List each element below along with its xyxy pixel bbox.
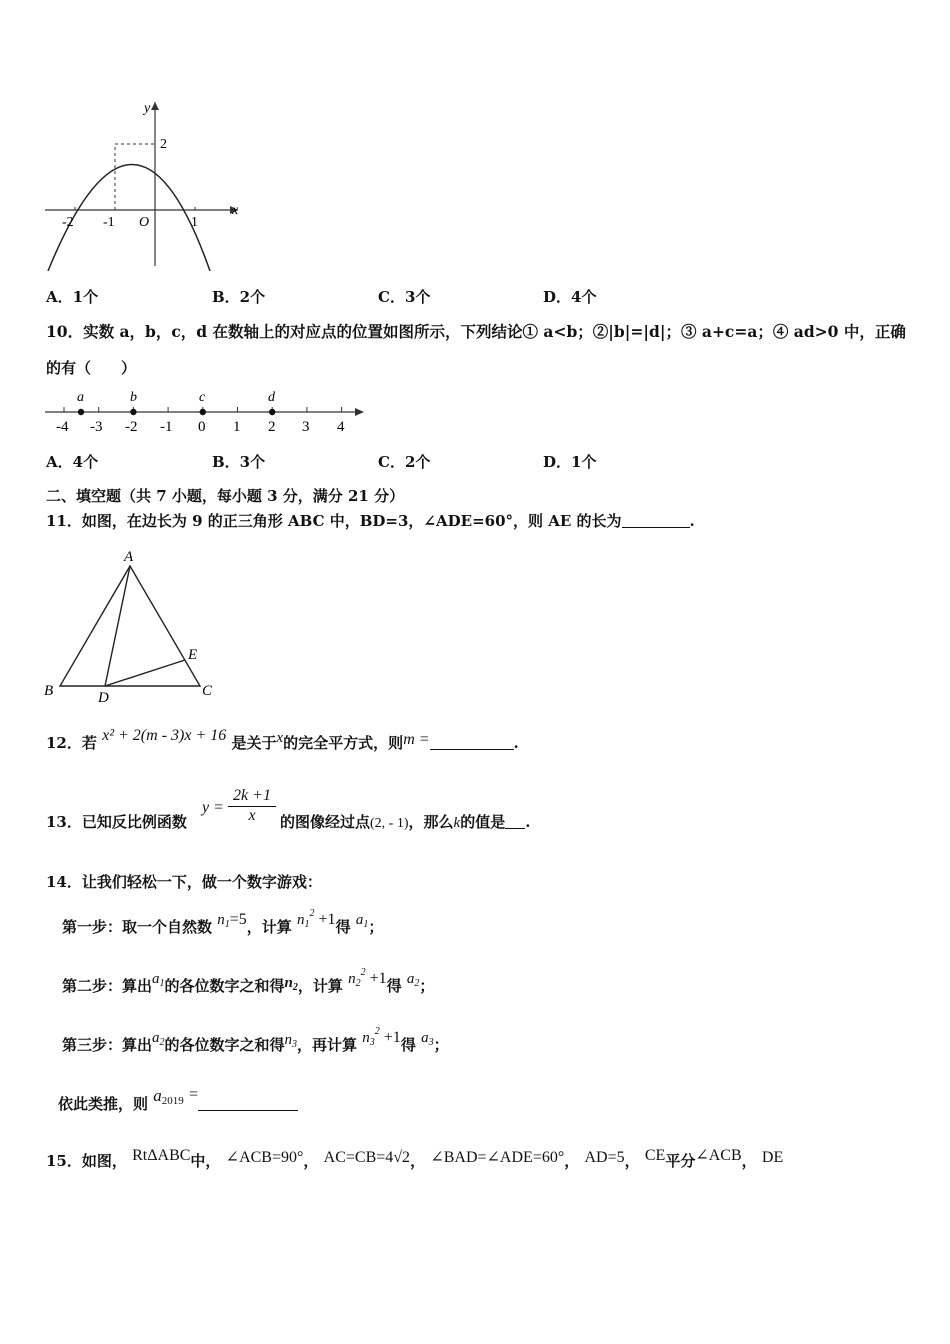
vertex-a: A	[124, 549, 134, 565]
x-tick-neg1: -1	[103, 215, 115, 230]
q9-parabola-graph	[40, 96, 250, 271]
q10-text-line2: 的有（ ）	[46, 359, 137, 377]
q13-fraction	[228, 787, 276, 825]
x-axis-label: x	[232, 203, 239, 218]
q9-option-a: A．1个	[46, 288, 99, 306]
q12-expression: x² + 2(m - 3)x + 16	[102, 727, 227, 744]
vertex-b: B	[44, 683, 54, 699]
vertex-d: D	[98, 690, 109, 705]
y-axis-arrow	[151, 102, 159, 110]
label-a: a	[77, 390, 84, 405]
vertex-c: C	[202, 683, 213, 699]
q10-text-line1: 10．实数 a，b，c，d 在数轴上的对应点的位置如图所示，下列结论① a<b；②|b|=|d|；③ a+c=a；④ ad>0 中，正确	[46, 322, 906, 341]
label-b: b	[130, 390, 137, 405]
q13-numerator: 2k +1	[228, 787, 276, 807]
point-a	[78, 409, 84, 415]
q11-triangle-figure	[40, 545, 220, 705]
q13-answer-blank[interactable]	[505, 814, 525, 829]
point-d	[269, 409, 275, 415]
q13-denominator: x	[248, 807, 256, 824]
q11-text: 11．如图，在边长为 9 的正三角形 ABC 中，BD=3，∠ADE=60°，则 AE 的长为 .	[46, 512, 695, 530]
origin-label: O	[139, 215, 150, 230]
tick-label: 2	[268, 419, 276, 435]
q14-title: 14．让我们轻松一下，做一个数字游戏：	[46, 873, 322, 891]
q10-option-c: C．2个	[378, 453, 431, 471]
q14-step1: 第一步：取一个自然数 $n_1=5$，计算 $n_1^2 +1$得 $a_1$；	[62, 908, 384, 936]
q13-prefix: 13．已知反比例函数	[46, 813, 187, 831]
q13-y-eq: y =	[202, 799, 224, 816]
q14-answer-blank[interactable]	[198, 1096, 298, 1111]
q14-final: 依此类推，则 $a_{2019}$ =	[58, 1093, 298, 1115]
tick-label: -2	[125, 419, 138, 435]
q10-option-d: D．1个	[543, 453, 597, 471]
tick-label: 3	[302, 419, 310, 435]
vertex-e: E	[188, 647, 198, 663]
q9-option-d: D．4个	[543, 288, 597, 306]
tick-label: -3	[90, 419, 103, 435]
tick-label: 4	[337, 419, 345, 435]
tick-label: 0	[198, 419, 206, 435]
label-c: c	[199, 390, 206, 405]
section-title: 二、填空题（共 7 小题，每小题 3 分，满分 21 分）	[46, 487, 405, 505]
point-b	[130, 409, 136, 415]
q13-rest: 的图像经过点(2, - 1)，那么k的值是 .	[280, 813, 531, 831]
q12-text: 12．若 x² + 2(m - 3)x + 16 是关于x的完全平方式，则m = .	[46, 727, 519, 752]
q10-option-b: B．3个	[212, 453, 266, 471]
tick-label: -4	[56, 419, 69, 435]
q14-step2: 第二步：算出$a_1$的各位数字之和得$n_2$，计算 $n_2^2 +1$得 $a_2$；	[62, 967, 435, 995]
label-d: d	[268, 390, 275, 405]
x-tick-1: 1	[191, 215, 198, 230]
tick-label: 1	[233, 419, 241, 435]
q10-option-a: A．4个	[46, 453, 99, 471]
tick-label: -1	[160, 419, 173, 435]
q10-number-line	[42, 385, 372, 437]
y-tick-2: 2	[160, 137, 167, 152]
q15-text: 15．如图， RtΔABC中， ∠ACB=90°， AC=CB=4√2， ∠BAD=∠ADE=60°， AD=5， CE平分∠ACB， DE	[46, 1147, 784, 1170]
x-tick-neg2: -2	[62, 215, 74, 230]
q9-option-b: B．2个	[212, 288, 266, 306]
q12-answer-blank[interactable]	[430, 735, 514, 750]
q9-option-c: C．3个	[378, 288, 431, 306]
q14-step3: 第三步：算出$a_2$的各位数字之和得$n_3$，再计算 $n_3^2 +1$得 $a_3$；	[62, 1026, 449, 1054]
point-c	[200, 409, 206, 415]
y-axis-label: y	[144, 101, 151, 116]
q11-answer-blank[interactable]	[622, 513, 690, 528]
